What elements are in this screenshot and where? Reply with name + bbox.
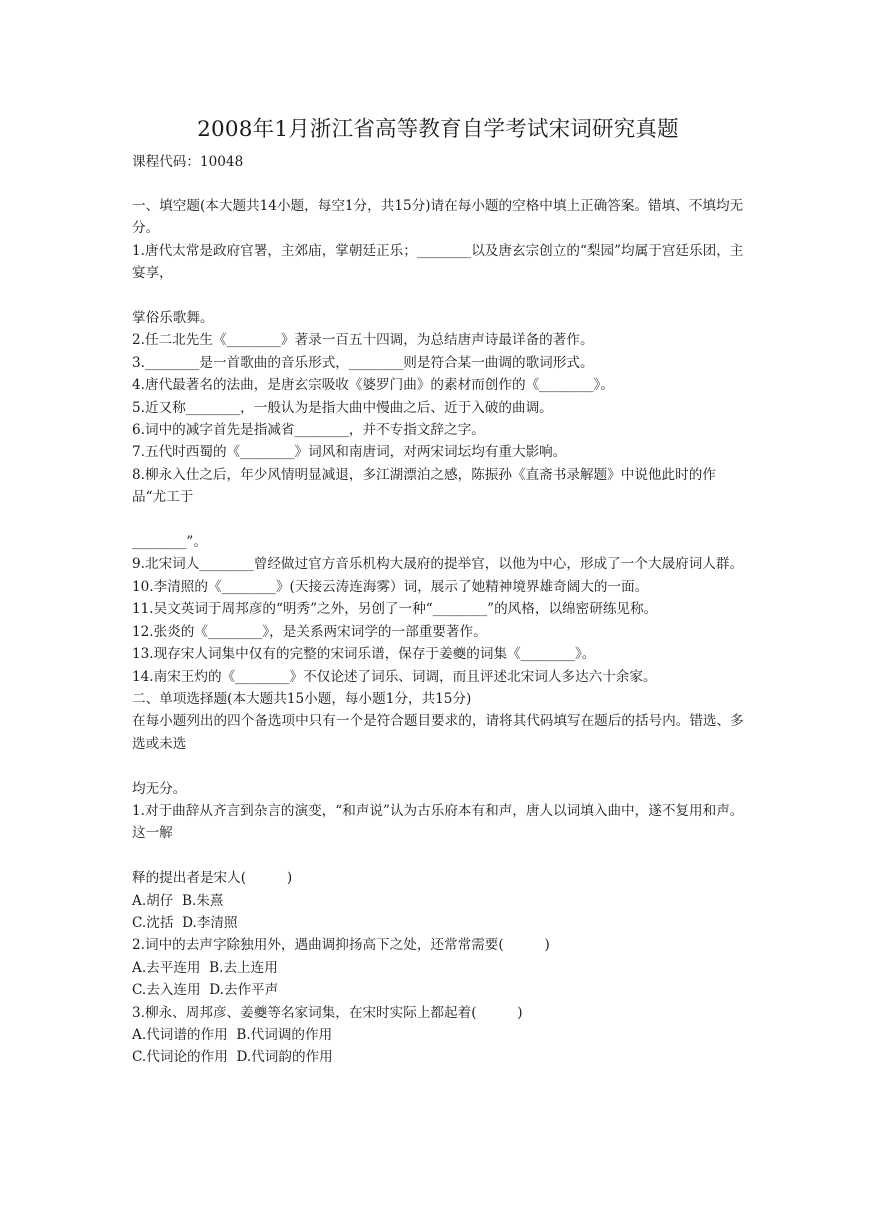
fill-question-12: 12.张炎的《________》，是关系两宋词学的一部重要著作。 xyxy=(132,623,487,640)
fill-question-7: 7.五代时西蜀的《________》词风和南唐词，对两宋词坛均有重大影响。 xyxy=(132,444,567,461)
fill-question-4: 4.唐代最著名的法曲，是唐玄宗吸收《婆罗门曲》的素材而创作的《________》。 xyxy=(132,377,614,394)
fill-question-8-cont: ________”。 xyxy=(132,534,207,551)
fill-question-14: 14.南宋王灼的《________》不仅论述了词乐、词调，而且评述北宋词人多达六十余家。 xyxy=(132,668,657,685)
page-title: 2008年1月浙江省高等教育自学考试宋词研究真题 xyxy=(197,117,679,142)
exam-body xyxy=(132,195,744,1069)
choice-question-2-options-ab: A.去平连用 B.去上连用 xyxy=(132,959,278,976)
section2-heading: 二、单项选择题(本大题共15小题，每小题1分，共15分) xyxy=(132,690,472,707)
fill-question-8: 8.柳永入仕之后，年少风情明显减退，多江湖漂泊之感，陈振孙《直斋书录解题》中说他此时的作品“尤工于 xyxy=(132,466,716,506)
course-code: 课程代码：10048 xyxy=(132,154,244,170)
blank-line xyxy=(132,845,744,867)
blank-line xyxy=(132,285,744,307)
fill-question-10: 10.李清照的《________》(天接云涛连海雾）词，展示了她精神境界雄奇阔大的一面。 xyxy=(132,578,649,595)
choice-question-1-options-ab: A.胡仔 B.朱熹 xyxy=(132,892,224,909)
choice-question-1-cont: 释的提出者是宋人( ) xyxy=(132,870,293,887)
choice-question-3: 3.柳永、周邦彦、姜夔等名家词集，在宋时实际上都起着( ) xyxy=(132,1004,523,1021)
blank-line xyxy=(132,755,744,777)
blank-line xyxy=(132,509,744,531)
section1-heading: 一、填空题(本大题共14小题，每空1分，共15分)请在每小题的空格中填上正确答案。错填、不填均无分。 xyxy=(132,198,744,237)
section2-instruction-cont: 均无分。 xyxy=(132,780,187,797)
fill-question-1: 1.唐代太常是政府官署，主郊庙，掌朝廷正乐；________以及唐玄宗创立的“梨园”均属于宫廷乐团，主宴享， xyxy=(132,242,744,282)
fill-question-9: 9.北宋词人________曾经做过官方音乐机构大晟府的提举官，以他为中心，形成了一个大晟府词人群。 xyxy=(132,556,744,573)
choice-question-2: 2.词中的去声字除独用外，遇曲调抑扬高下之处，还常常需要( ) xyxy=(132,937,550,954)
choice-question-1-options-cd: C.沈括 D.李清照 xyxy=(132,914,238,931)
choice-question-2-options-cd: C.去入连用 D.去作平声 xyxy=(132,982,279,999)
fill-question-2: 2.任二北先生《________》著录一百五十四调，为总结唐声诗最详备的著作。 xyxy=(132,332,594,349)
fill-question-3: 3.________是一首歌曲的音乐形式，________则是符合某一曲调的歌词形式。 xyxy=(132,354,594,371)
fill-question-6: 6.词中的减字首先是指减省________，并不专指文辞之字。 xyxy=(132,422,485,439)
section2-instruction: 在每小题列出的四个备选项中只有一个是符合题目要求的，请将其代码填写在题后的括号内。错选、多选或未选 xyxy=(132,713,744,752)
choice-question-3-options-ab: A.代词谱的作用 B.代词调的作用 xyxy=(132,1026,333,1043)
fill-question-13: 13.现存宋人词集中仅有的完整的宋词乐谱，保存于姜夔的词集《________》。 xyxy=(132,646,596,663)
fill-question-11: 11.吴文英词于周邦彦的“明秀”之外，另创了一种“________”的风格，以绵密研练见称。 xyxy=(132,601,658,618)
choice-question-1: 1.对于曲辞从齐言到杂言的演变，“和声说”认为古乐府本有和声，唐人以词填入曲中，遂不复用和声。这一解 xyxy=(132,802,744,842)
fill-question-1-cont: 掌俗乐歌舞。 xyxy=(132,310,214,327)
choice-question-3-options-cd: C.代词论的作用 D.代词韵的作用 xyxy=(132,1049,333,1066)
fill-question-5: 5.近又称________，一般认为是指大曲中慢曲之后、近于入破的曲调。 xyxy=(132,399,553,416)
